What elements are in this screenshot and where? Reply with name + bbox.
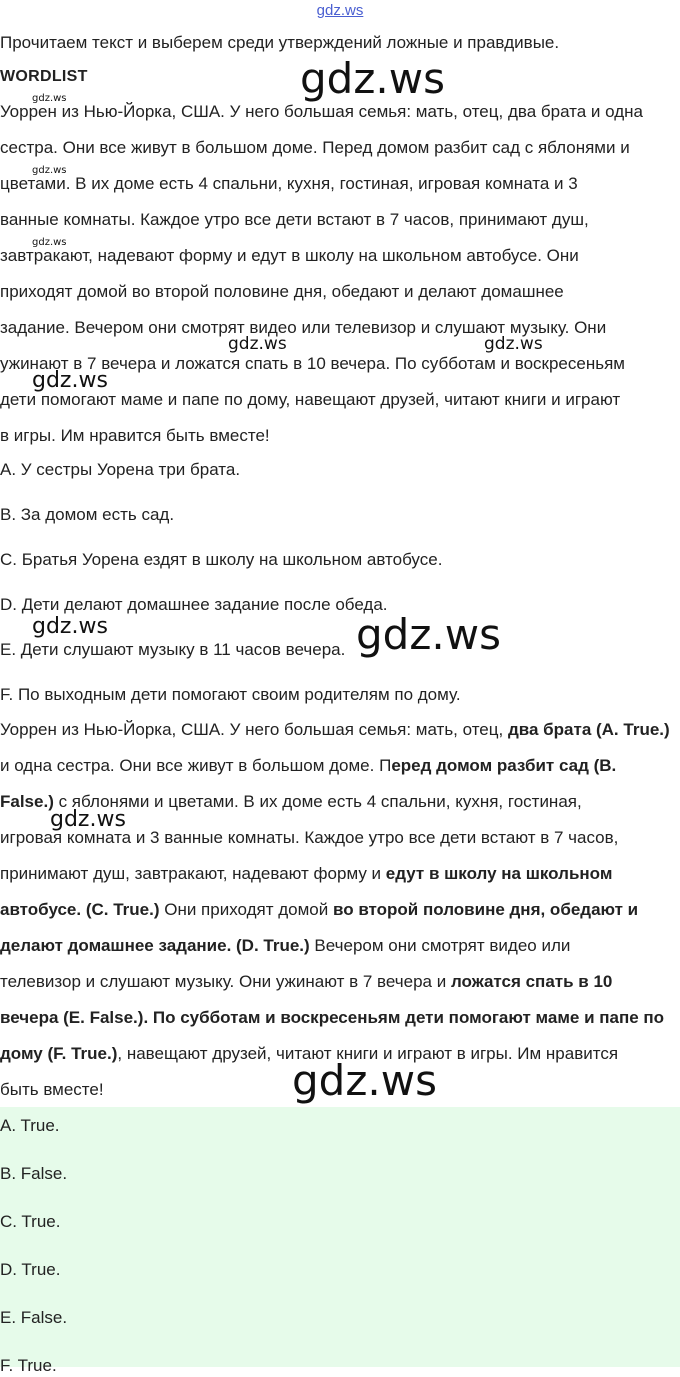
statement-item: D. Дети делают домашнее задание после обеда.	[0, 595, 388, 614]
answer-item: E. False.	[0, 1308, 68, 1327]
text-line: сестра. Они все живут в большом доме. Перед домом разбит сад с яблонями и	[0, 138, 630, 157]
statement-item: C. Братья Уорена ездят в школу на школьном автобусе.	[0, 550, 443, 569]
answers-panel	[0, 1107, 680, 1375]
watermark: gdz.ws	[228, 334, 287, 354]
text-line: приходят домой во второй половине дня, обедают и делают домашнее	[0, 282, 564, 301]
annotated-line: автобусе. (C. True.) Они приходят домой во второй половине дня, обедают и	[0, 900, 639, 919]
annotated-line: делают домашнее задание. (D. True.) Вечером они смотрят видео или	[0, 936, 571, 955]
watermark: gdz.ws	[484, 334, 543, 354]
annotated-line: вечера (E. False.). По субботам и воскресеньям дети помогают маме и папе по	[0, 1008, 665, 1027]
text-line: завтракают, надевают форму и едут в школу на школьном автобусе. Они	[0, 246, 579, 265]
wordlist-heading: WORDLIST	[0, 68, 88, 85]
watermark: gdz.ws	[50, 807, 126, 832]
watermark: gdz.ws	[32, 93, 67, 104]
watermark: gdz.ws	[32, 614, 108, 639]
text-line: задание. Вечером они смотрят видео или телевизор и слушают музыку. Они	[0, 318, 607, 337]
text-line: ванные комнаты. Каждое утро все дети встают в 7 часов, принимают душ,	[0, 210, 589, 229]
watermark: gdz.ws	[32, 165, 67, 176]
text-line: ужинают в 7 вечера и ложатся спать в 10 вечера. По субботам и воскресеньям	[0, 354, 625, 373]
answer-item: F. True.	[0, 1356, 57, 1375]
watermark: gdz.ws	[292, 1056, 437, 1105]
annotated-line: телевизор и слушают музыку. Они ужинают в 7 вечера и ложатся спать в 10	[0, 972, 613, 991]
statement-item: B. За домом есть сад.	[0, 505, 175, 524]
answer-item: C. True.	[0, 1212, 61, 1231]
statement-item: F. По выходным дети помогают своим родителям по дому.	[0, 685, 461, 704]
text-line: дети помогают маме и папе по дому, навещают друзей, читают книги и играют	[0, 390, 621, 409]
annotated-line: и одна сестра. Они все живут в большом доме. Перед домом разбит сад (B.	[0, 756, 617, 775]
statement-item: E. Дети слушают музыку в 11 часов вечера.	[0, 640, 346, 659]
intro-text: Прочитаем текст и выберем среди утверждений ложные и правдивые.	[0, 33, 560, 52]
statement-item: A. У сестры Уорена три брата.	[0, 460, 241, 479]
annotated-line: быть вместе!	[0, 1080, 104, 1099]
annotated-line: дому (F. True.), навещают друзей, читают книги и играют в игры. Им нравится	[0, 1044, 619, 1063]
watermark: gdz.ws	[300, 54, 445, 103]
answer-item: A. True.	[0, 1116, 60, 1135]
annotated-line: Уоррен из Нью-Йорка, США. У него большая семья: мать, отец, два брата (A. True.)	[0, 720, 670, 739]
annotated-line: игровая комната и 3 ванные комнаты. Каждое утро все дети встают в 7 часов,	[0, 828, 619, 847]
answer-item: D. True.	[0, 1260, 61, 1279]
watermark: gdz.ws	[32, 368, 108, 393]
answer-item: B. False.	[0, 1164, 68, 1183]
site-link[interactable]: gdz.ws	[316, 2, 364, 19]
text-line: в игры. Им нравится быть вместе!	[0, 426, 270, 445]
annotated-line: принимают душ, завтракают, надевают форму и едут в школу на школьном	[0, 864, 613, 883]
watermark: gdz.ws	[356, 610, 501, 659]
annotated-line: False.) с яблонями и цветами. В их доме есть 4 спальни, кухня, гостиная,	[0, 792, 582, 811]
watermark: gdz.ws	[32, 237, 67, 248]
text-line: цветами. В их доме есть 4 спальни, кухня, гостиная, игровая комната и 3	[0, 174, 578, 193]
text-line: Уоррен из Нью-Йорка, США. У него большая семья: мать, отец, два брата и одна	[0, 102, 643, 121]
